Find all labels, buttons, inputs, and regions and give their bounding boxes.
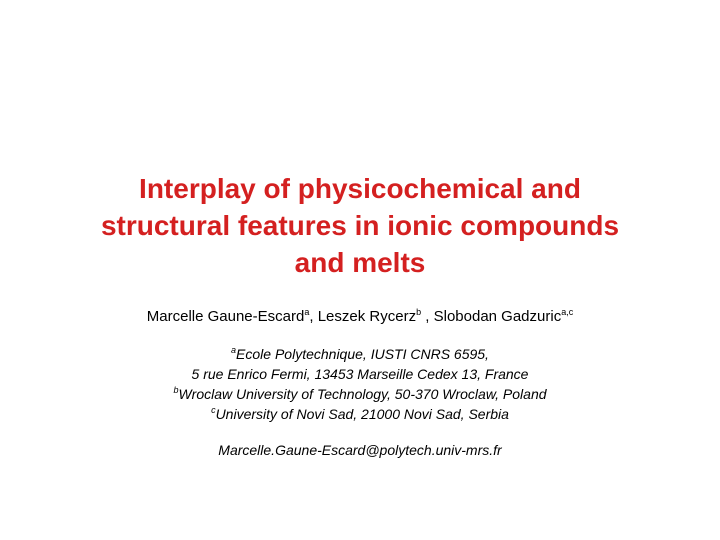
slide-title	[20, 170, 700, 281]
affiliation-text: Ecole Polytechnique, IUSTI CNRS 6595,	[236, 346, 489, 362]
affiliation-text: Wroclaw University of Technology, 50-370 Wroclaw, Poland	[178, 386, 547, 402]
author-list	[20, 307, 700, 327]
affiliation-c	[20, 404, 700, 424]
author-name: Marcelle Gaune-Escard	[146, 308, 305, 325]
affiliation-marker: a	[304, 307, 310, 317]
author-separator: ,	[421, 308, 434, 325]
affiliation-text: University of Novi Sad, 21000 Novi Sad, Serbia	[215, 406, 509, 422]
affiliation-marker: a,c	[561, 307, 574, 317]
affiliation-a	[20, 344, 700, 364]
author-name: Slobodan Gadzuric	[433, 308, 562, 325]
affiliation-marker: b	[416, 307, 422, 317]
affiliation-b	[20, 384, 700, 404]
author-separator: ,	[309, 308, 318, 325]
affiliation-a-address: 5 rue Enrico Fermi, 13453 Marseille Cedex 13, France	[191, 366, 529, 382]
affiliation-marker: a	[231, 345, 237, 355]
affiliation-marker: c	[211, 405, 216, 415]
title-line: structural features in ionic compounds	[100, 210, 620, 241]
title-line: and melts	[294, 247, 426, 278]
affiliation-list	[20, 344, 700, 424]
contact-email: Marcelle.Gaune-Escard@polytech.univ-mrs.fr	[218, 442, 502, 458]
title-line: Interplay of physicochemical and	[139, 173, 581, 204]
author-name: Leszek Rycerz	[317, 308, 417, 325]
affiliation-marker: b	[173, 385, 179, 395]
